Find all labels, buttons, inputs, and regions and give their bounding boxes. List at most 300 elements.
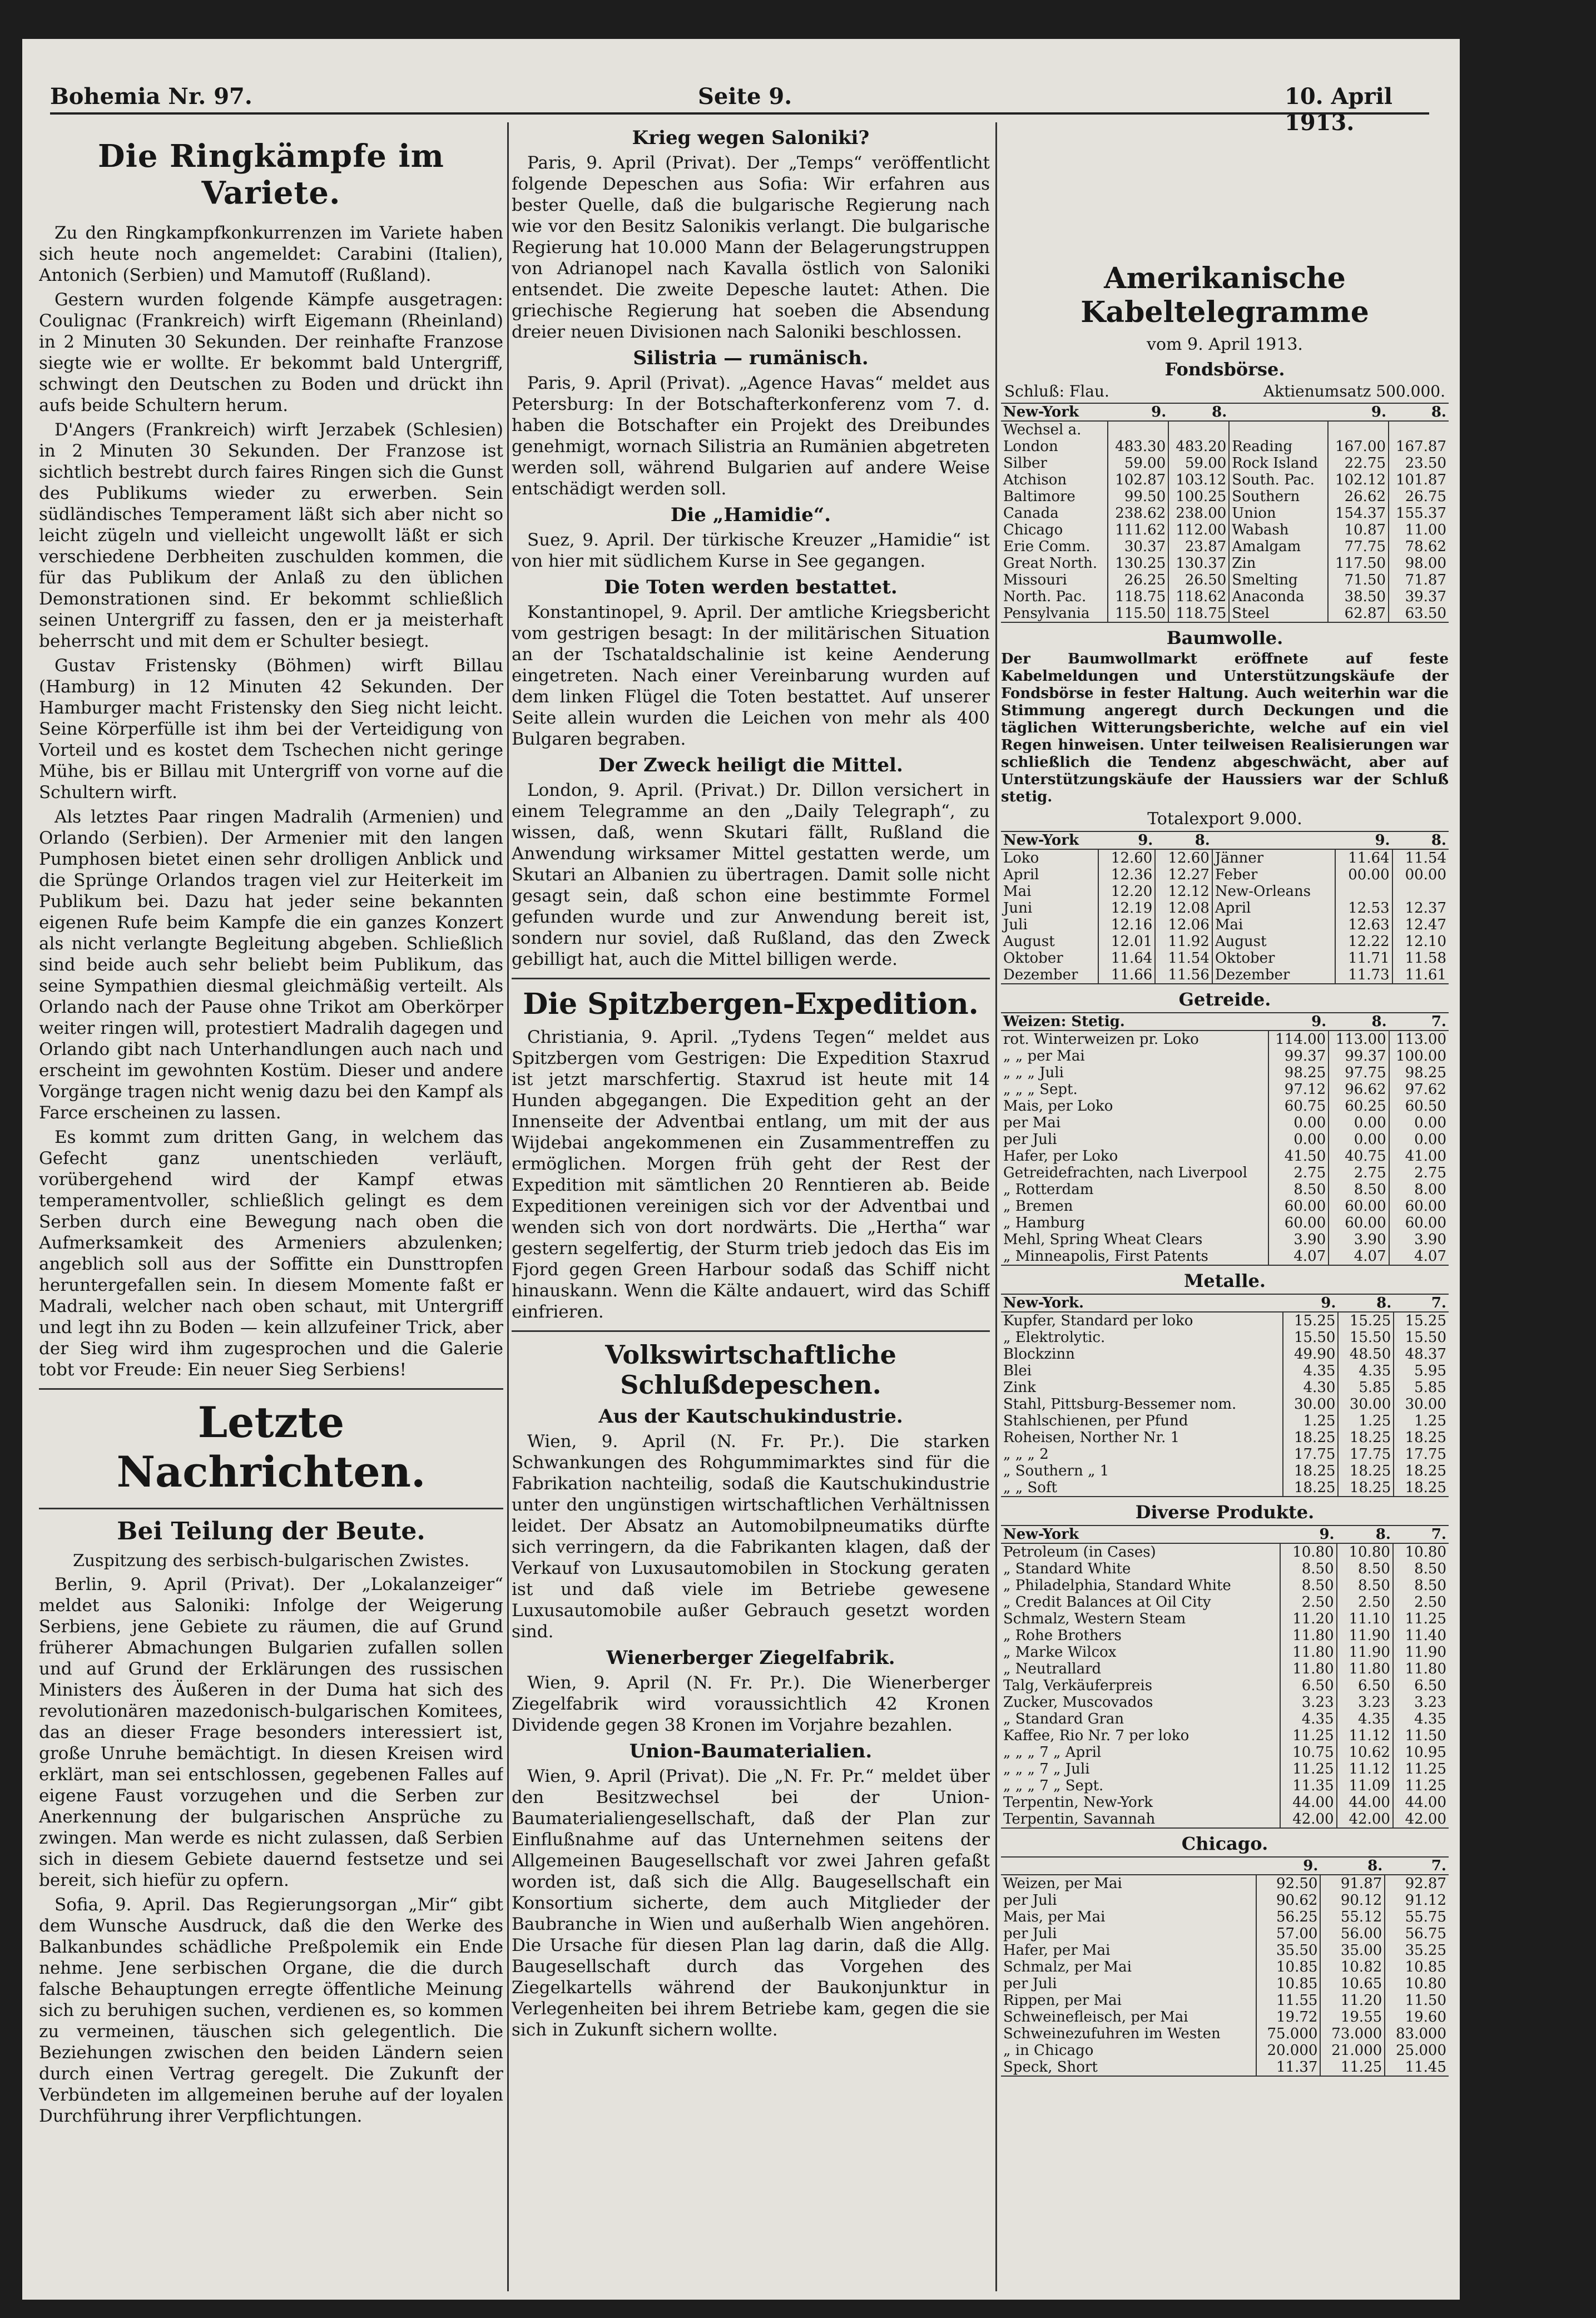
table-value-cell: 56.25 xyxy=(1256,1909,1321,1925)
table-value-cell: 483.20 xyxy=(1168,438,1229,455)
table-value-cell: 12.10 xyxy=(1392,933,1449,950)
table-label-cell: Mai xyxy=(1003,883,1032,900)
table-header-row xyxy=(1001,1857,1449,1875)
table-header-cell: 9. xyxy=(1256,1857,1321,1875)
table-row xyxy=(1001,883,1449,900)
table-value-cell: 49.90 xyxy=(1283,1346,1339,1363)
table-value-cell: 30.00 xyxy=(1338,1396,1394,1413)
table-label-cell: Talg, Verkäuferpreis xyxy=(1003,1677,1153,1694)
table-value-cell: 8.50 xyxy=(1329,1181,1389,1198)
table-value-cell: 238.62 xyxy=(1108,505,1168,522)
table-value-cell: 118.75 xyxy=(1108,588,1168,605)
table-row xyxy=(1001,1363,1449,1379)
table-row xyxy=(1001,2042,1449,2059)
baumwolle-text: Der Baumwollmarkt eröffnete auf feste Kabelmeldungen und Unterstützungskäufe der Fondsbörse in fester Haltung. Auch weiterhin war die Stimmung angeregt durch Deckungen und die täglichen Witterungsberichte, welche auf ein viel Regen hinweisen. Unter teilweisen Realisierungen war schließlich die Tendenz abgeschwächt, aber auf Unterstützungskäufe der Haussiers war der Schluß stetig. xyxy=(1001,651,1449,805)
table-value-cell: 12.08 xyxy=(1155,900,1212,917)
table-value-cell: 102.87 xyxy=(1108,472,1168,488)
table-row xyxy=(1001,1248,1449,1265)
table-value-cell: 11.25 xyxy=(1393,1777,1449,1794)
table-value-cell: 11.35 xyxy=(1280,1777,1336,1794)
table-value-cell: 19.55 xyxy=(1320,2009,1385,2025)
table-label-cell: Mai xyxy=(1212,917,1335,933)
table-value-cell: 15.50 xyxy=(1394,1329,1449,1346)
table-row xyxy=(1001,1677,1449,1694)
table-value-cell: 3.90 xyxy=(1329,1231,1389,1248)
table-label-cell: Terpentin, Savannah xyxy=(1003,1811,1156,1827)
table-row xyxy=(1001,1777,1449,1794)
table-label-cell: Stahl, Pittsburg-Bessemer nom. xyxy=(1003,1396,1237,1413)
table-row xyxy=(1001,1064,1449,1081)
table-value-cell: 1.25 xyxy=(1283,1413,1339,1429)
table-value-cell: 11.64 xyxy=(1098,950,1156,967)
volkswirt-title: Volkswirtschaftliche Schlußdepeschen. xyxy=(605,1340,896,1400)
teilung-title: Bei Teilung der Beute. xyxy=(117,1517,425,1546)
table-header-row xyxy=(1001,831,1449,849)
paragraph: Sofia, 9. April. Das Regierungsorgan „Mir“ gibt dem Wunsche Ausdruck, daß die den Werke des Balkanbundes schädliche Preßpolemik ein Ende nehme. Jene serbischen Organe, die die durch falsche Behauptungen erregte öffentliche Meinung sich zu beruhigen suchen, verdienen es, so kommen zu vermeinen, täuschen sich gelegentlich. Die Beziehungen zwischen den beiden Ländern seien durch einen Vertrag geregelt. Die Zukunft der Verbündeten im allgemeinen beruhe auf der loyalen Durchführung ihrer Verpflichtungen. xyxy=(39,1895,503,2126)
table-value-cell: 12.27 xyxy=(1155,866,1212,883)
table-value-cell: 92.87 xyxy=(1385,1875,1449,1892)
metalle-table xyxy=(1001,1294,1449,1497)
table-value-cell: 30.00 xyxy=(1283,1396,1339,1413)
table-label-cell: Union xyxy=(1229,505,1328,522)
table-value-cell: 15.50 xyxy=(1338,1329,1394,1346)
table-value-cell: 11.25 xyxy=(1320,2059,1385,2076)
table-header-cell: New-York xyxy=(1001,403,1108,421)
table-header-cell: 9. xyxy=(1283,1294,1339,1312)
table-value-cell: 26.25 xyxy=(1108,572,1168,588)
table-value-cell: 55.12 xyxy=(1320,1909,1385,1925)
table-value-cell: 60.00 xyxy=(1268,1198,1329,1215)
table-label-cell: North. Pac. xyxy=(1003,588,1087,605)
table-row xyxy=(1001,1711,1449,1727)
table-value-cell: 11.37 xyxy=(1256,2059,1321,2076)
table-value-cell: 11.20 xyxy=(1280,1611,1336,1627)
table-value-cell: 10.95 xyxy=(1393,1744,1449,1761)
table-label-cell: Smelting xyxy=(1229,572,1328,588)
table-value-cell: 12.12 xyxy=(1155,883,1212,900)
table-row xyxy=(1001,1181,1449,1198)
table-value-cell: 21.000 xyxy=(1320,2042,1385,2059)
table-value-cell: 11.55 xyxy=(1256,1992,1321,2009)
table-value-cell: 35.50 xyxy=(1256,1942,1321,1959)
table-row xyxy=(1001,1413,1449,1429)
table-value-cell: 97.62 xyxy=(1389,1081,1449,1098)
table-label-cell: „ „ „ 2 xyxy=(1003,1446,1049,1463)
table-row xyxy=(1001,933,1449,950)
table-value-cell: 11.25 xyxy=(1393,1611,1449,1627)
table-row xyxy=(1001,1131,1449,1148)
table-value-cell: 39.37 xyxy=(1389,588,1449,605)
table-row xyxy=(1001,1329,1449,1346)
table-row xyxy=(1001,1312,1449,1329)
table-value-cell: 15.25 xyxy=(1338,1312,1394,1329)
table-header-cell: 9. xyxy=(1335,831,1392,849)
table-label-cell: Missouri xyxy=(1003,572,1067,588)
amerika-title: Amerikanische Kabeltelegramme xyxy=(1080,261,1369,329)
table-value-cell: 99.37 xyxy=(1329,1048,1389,1064)
table-label-cell: „ „ „ 7 „ Juli xyxy=(1003,1761,1090,1777)
table-value-cell: 92.50 xyxy=(1256,1875,1321,1892)
table-value-cell: 18.25 xyxy=(1338,1479,1394,1497)
table-value-cell: 26.50 xyxy=(1168,572,1229,588)
table-label-cell: Rock Island xyxy=(1229,455,1328,472)
table-row xyxy=(1001,1198,1449,1215)
table-label-cell: Steel xyxy=(1229,605,1328,622)
table-row xyxy=(1001,1396,1449,1413)
table-value-cell: 4.35 xyxy=(1338,1363,1394,1379)
table-value-cell: 11.09 xyxy=(1337,1777,1393,1794)
table-row xyxy=(1001,1611,1449,1627)
table-label-cell: London xyxy=(1003,438,1058,455)
table-value-cell: 2.50 xyxy=(1280,1594,1336,1611)
table-label-cell: rot. Winterweizen pr. Loko xyxy=(1003,1031,1199,1048)
table-value-cell: 130.37 xyxy=(1168,555,1229,572)
table-row xyxy=(1001,2025,1449,2042)
table-value-cell: 41.50 xyxy=(1268,1148,1329,1165)
table-row xyxy=(1001,1892,1449,1909)
table-label-cell: Juli xyxy=(1003,917,1028,933)
table-label-cell: „ Standard White xyxy=(1003,1561,1131,1577)
table-value-cell: 111.62 xyxy=(1108,522,1168,538)
table-header-row xyxy=(1001,1013,1449,1031)
silistria-title: Silistria — rumänisch. xyxy=(633,347,869,369)
table-value-cell: 483.30 xyxy=(1108,438,1168,455)
table-value-cell: 26.62 xyxy=(1328,488,1389,505)
table-value-cell: 10.85 xyxy=(1256,1959,1321,1975)
ringkampf-title: Die Ringkämpfe im Variete. xyxy=(98,138,444,211)
fonds-meta xyxy=(1004,382,1445,400)
table-label-cell: Weizen, per Mai xyxy=(1003,1875,1122,1892)
table-value-cell: 60.00 xyxy=(1268,1215,1329,1231)
table-value-cell: 12.01 xyxy=(1098,933,1156,950)
table-label-cell xyxy=(1229,421,1328,438)
table-label-cell: „ Philadelphia, Standard White xyxy=(1003,1577,1231,1594)
table-value-cell: 10.85 xyxy=(1256,1975,1321,1992)
table-value-cell: 11.00 xyxy=(1389,522,1449,538)
header-right: 10. April 1913. xyxy=(1285,83,1392,136)
table-value-cell: 11.20 xyxy=(1320,1992,1385,2009)
table-value-cell: 11.80 xyxy=(1280,1627,1336,1644)
teilung-body xyxy=(39,1574,503,2127)
table-value-cell: 2.50 xyxy=(1393,1594,1449,1611)
table-value-cell: 11.80 xyxy=(1280,1661,1336,1677)
table-row xyxy=(1001,605,1449,622)
table-label-cell: Atchison xyxy=(1003,472,1067,488)
table-value-cell: 0.00 xyxy=(1329,1115,1389,1131)
table-header-cell: 9. xyxy=(1108,403,1168,421)
table-label-cell: Roheisen, Norther Nr. 1 xyxy=(1003,1429,1180,1446)
table-value-cell: 10.80 xyxy=(1337,1543,1393,1561)
paragraph: Zu den Ringkampfkonkurrenzen im Variete haben sich heute noch angemeldet: Carabini (Italien), Antonich (Serbien) und Mamutoff (Rußland). xyxy=(39,223,503,285)
table-value-cell: 56.00 xyxy=(1320,1925,1385,1942)
table-label-cell: August xyxy=(1212,933,1335,950)
table-value-cell: 8.50 xyxy=(1393,1577,1449,1594)
table-label-cell: Dezember xyxy=(1212,967,1335,984)
table-value-cell: 11.12 xyxy=(1337,1727,1393,1744)
divider xyxy=(39,1388,503,1390)
table-value-cell: 60.00 xyxy=(1329,1215,1389,1231)
table-value-cell: 167.87 xyxy=(1389,438,1449,455)
table-row xyxy=(1001,950,1449,967)
table-value-cell: 12.19 xyxy=(1098,900,1156,917)
table-header-cell xyxy=(1001,1857,1256,1875)
table-value-cell: 12.60 xyxy=(1098,849,1156,866)
table-row xyxy=(1001,1165,1449,1181)
table-value-cell: 17.75 xyxy=(1394,1446,1449,1463)
table-header-cell: 8. xyxy=(1392,831,1449,849)
table-value-cell: 30.37 xyxy=(1108,538,1168,555)
table-value-cell: 96.62 xyxy=(1329,1081,1389,1098)
table-value-cell: 8.50 xyxy=(1280,1561,1336,1577)
table-label-cell: „ Minneapolis, First Patents xyxy=(1003,1248,1208,1265)
table-label-cell: „ Rohe Brothers xyxy=(1003,1627,1122,1644)
table-value-cell: 25.000 xyxy=(1385,2042,1449,2059)
table-value-cell: 114.00 xyxy=(1268,1031,1329,1048)
table-label-cell: April xyxy=(1003,866,1039,883)
table-value-cell: 4.35 xyxy=(1337,1711,1393,1727)
zweck-title: Der Zweck heiligt die Mittel. xyxy=(598,754,903,776)
table-value-cell: 8.50 xyxy=(1268,1181,1329,1198)
silistria-text: Paris, 9. April (Privat). „Agence Havas“ meldet aus Petersburg: In der Botschafterkonferenz vom 7. d. haben die Botschafter ein Projekt des Dreibundes genehmigt, wornach Silistria an Rumänien abgetreten werden soll, während Bulgarien auf andere Weise entschädigt werden soll. xyxy=(512,373,990,499)
table-value-cell: 167.00 xyxy=(1328,438,1389,455)
table-value-cell: 11.56 xyxy=(1155,967,1212,984)
table-label-cell: April xyxy=(1212,900,1335,917)
table-row xyxy=(1001,1594,1449,1611)
table-value-cell: 11.50 xyxy=(1393,1727,1449,1744)
table-row xyxy=(1001,1875,1449,1892)
table-value-cell: 18.25 xyxy=(1394,1479,1449,1497)
table-header-cell: 8. xyxy=(1320,1857,1385,1875)
table-value-cell: 155.37 xyxy=(1389,505,1449,522)
table-header-row xyxy=(1001,1525,1449,1543)
table-label-cell: „ Rotterdam xyxy=(1003,1181,1094,1198)
table-value-cell: 5.85 xyxy=(1338,1379,1394,1396)
table-value-cell: 15.25 xyxy=(1394,1312,1449,1329)
table-value-cell: 12.53 xyxy=(1335,900,1392,917)
table-header-cell: 9. xyxy=(1280,1525,1336,1543)
table-header-cell: 8. xyxy=(1337,1525,1393,1543)
table-label-cell: „ Hamburg xyxy=(1003,1215,1086,1231)
table-value-cell: 11.80 xyxy=(1280,1644,1336,1661)
table-value-cell: 6.50 xyxy=(1393,1677,1449,1694)
table-value-cell: 118.75 xyxy=(1168,605,1229,622)
table-value-cell: 100.25 xyxy=(1168,488,1229,505)
table-row xyxy=(1001,1909,1449,1925)
table-label-cell: Wechsel a. xyxy=(1003,422,1082,438)
table-value-cell: 18.25 xyxy=(1283,1463,1339,1479)
table-value-cell: 10.85 xyxy=(1385,1959,1449,1975)
table-value-cell: 17.75 xyxy=(1338,1446,1394,1463)
table-value-cell: 30.00 xyxy=(1394,1396,1449,1413)
table-value-cell: 48.50 xyxy=(1338,1346,1394,1363)
table-label-cell: Oktober xyxy=(1212,950,1335,967)
table-value-cell: 42.00 xyxy=(1337,1811,1393,1828)
union-text: Wien, 9. April (Privat). Die „N. Fr. Pr.“ meldet über den Besitzwechsel bei der Union-Baumaterialiengesellschaft, daß der Plan zur Einflußnahme auf das Unternehmen seitens der Allgemeinen Baugesellschaft vor zwei Jahren gefaßt worden ist, daß sich die Allg. Baugesellschaft ein Konsortium sicherte, dem auch Mitglieder der Baubranche in Wien und außerhalb Wien angehören. Die Ursache für diesen Plan lag darin, daß die Allg. Baugesellschaft durch das Vorgehen des Ziegelkartells während der Baukonjunktur in Verlegenheiten bei ihrem Betriebe kam, gegen die sie sich in Zukunft sichern wollte. xyxy=(512,1766,990,2040)
fonds-umsatz: Aktienumsatz 500.000. xyxy=(1263,382,1445,400)
table-value-cell: 103.12 xyxy=(1168,472,1229,488)
column-rule-1 xyxy=(507,122,509,2291)
table-value-cell: 18.25 xyxy=(1283,1479,1339,1497)
divider xyxy=(512,978,990,979)
table-value-cell: 60.00 xyxy=(1389,1198,1449,1215)
table-row xyxy=(1001,1463,1449,1479)
table-row xyxy=(1001,1627,1449,1644)
table-header-cell: 7. xyxy=(1393,1525,1449,1543)
table-label-cell: „ Standard Gran xyxy=(1003,1711,1124,1727)
table-value-cell: 19.60 xyxy=(1385,2009,1449,2025)
table-value-cell: 11.10 xyxy=(1337,1611,1393,1627)
table-label-cell: Mehl, Spring Wheat Clears xyxy=(1003,1231,1203,1248)
krieg-title: Krieg wegen Saloniki? xyxy=(632,127,870,149)
table-row xyxy=(1001,1811,1449,1828)
column-rule-2 xyxy=(995,122,997,2291)
chicago-title: Chicago. xyxy=(1181,1833,1268,1854)
table-value-cell: 3.90 xyxy=(1268,1231,1329,1248)
table-value-cell: 12.20 xyxy=(1098,883,1156,900)
table-value-cell: 11.80 xyxy=(1337,1661,1393,1677)
table-value-cell xyxy=(1168,421,1229,438)
table-row xyxy=(1001,505,1449,522)
table-header-cell: 8. xyxy=(1168,403,1229,421)
table-value-cell: 6.50 xyxy=(1280,1677,1336,1694)
table-label-cell: Kupfer, Standard per loko xyxy=(1003,1312,1193,1329)
table-value-cell xyxy=(1328,421,1389,438)
table-row xyxy=(1001,1744,1449,1761)
table-header-cell: 7. xyxy=(1389,1013,1449,1031)
table-value-cell: 102.12 xyxy=(1328,472,1389,488)
table-row xyxy=(1001,849,1449,866)
table-value-cell: 6.50 xyxy=(1337,1677,1393,1694)
table-value-cell: 59.00 xyxy=(1168,455,1229,472)
table-value-cell: 98.25 xyxy=(1389,1064,1449,1081)
table-row xyxy=(1001,1644,1449,1661)
table-row xyxy=(1001,1346,1449,1363)
table-row xyxy=(1001,1429,1449,1446)
divider xyxy=(39,1508,503,1509)
table-value-cell: 35.00 xyxy=(1320,1942,1385,1959)
table-value-cell: 1.25 xyxy=(1338,1413,1394,1429)
table-value-cell: 11.92 xyxy=(1155,933,1212,950)
table-value-cell: 73.000 xyxy=(1320,2025,1385,2042)
table-value-cell: 91.87 xyxy=(1320,1875,1385,1892)
table-row xyxy=(1001,1975,1449,1992)
table-value-cell: 113.00 xyxy=(1329,1031,1389,1048)
table-label-cell: per Juli xyxy=(1003,1131,1057,1148)
table-label-cell: „ Southern „ 1 xyxy=(1003,1463,1109,1479)
table-value-cell: 0.00 xyxy=(1389,1131,1449,1148)
table-header-cell: 9. xyxy=(1268,1013,1329,1031)
fonds-table xyxy=(1001,403,1449,623)
table-label-cell: „ „ Soft xyxy=(1003,1479,1058,1496)
table-value-cell: 3.23 xyxy=(1280,1694,1336,1711)
table-value-cell: 3.23 xyxy=(1337,1694,1393,1711)
table-label-cell: „ „ „ Juli xyxy=(1003,1064,1064,1081)
table-value-cell: 154.37 xyxy=(1328,505,1389,522)
table-row xyxy=(1001,522,1449,538)
table-label-cell: Dezember xyxy=(1003,967,1078,983)
table-value-cell: 10.80 xyxy=(1280,1543,1336,1561)
table-label-cell: Loko xyxy=(1003,850,1039,866)
table-label-cell: „ „ „ Sept. xyxy=(1003,1081,1078,1098)
table-value-cell: 18.25 xyxy=(1283,1429,1339,1446)
table-label-cell: Erie Comm. xyxy=(1003,538,1091,555)
table-label-cell: Wabash xyxy=(1229,522,1328,538)
toten-text: Konstantinopel, 9. April. Der amtliche Kriegsbericht vom gestrigen besagt: In der militärischen Situation an der Tschataldschalinie ist keine Aenderung eingetreten. Nach einer Vereinbarung wurden auf dem linken Flügel die Toten bestattet. Auf unserer Seite allein wurden die Leichen von mehr als 400 Bulgaren begraben. xyxy=(512,602,990,749)
table-row xyxy=(1001,538,1449,555)
column-1 xyxy=(39,122,503,2286)
table-value-cell: 44.00 xyxy=(1337,1794,1393,1811)
table-value-cell: 90.12 xyxy=(1320,1892,1385,1909)
table-value-cell: 5.85 xyxy=(1394,1379,1449,1396)
table-header-cell: New-York xyxy=(1001,831,1098,849)
table-value-cell: 4.35 xyxy=(1280,1711,1336,1727)
table-value-cell: 00.00 xyxy=(1335,866,1392,883)
paragraph: Gustav Fristensky (Böhmen) wirft Billau (Hamburg) in 12 Minuten 42 Sekunden. Der Hamburger macht Fristensky den Sieg nicht leicht. Seine Körperfülle ist ihm bei der Verteidigung von Vorteil und es kostet dem Tschechen nicht geringe Mühe, bis er Billau mit Untergriff von vorne auf die Schultern wirft. xyxy=(39,656,503,803)
table-value-cell: 12.16 xyxy=(1098,917,1156,933)
table-header-cell: New-York xyxy=(1001,1525,1280,1543)
table-row xyxy=(1001,588,1449,605)
table-header-cell: 8. xyxy=(1389,403,1449,421)
paragraph: Als letztes Paar ringen Madralih (Armenien) und Orlando (Serbien). Der Armenier mit den langen Pumphosen bietet einen sehr drolligen Anblick und die Sprünge Orlandos tragen viel zur Heiterkeit im Publikum bei. Dazu hat jeder seine bekannten eigenen Rufe beim Kampfe die ein ganzes Konzert als nicht verlangte Begleitung abgeben. Schließlich sind beide auch sehr beliebt beim Publikum, das seine Sympathien diesmal gleichmäßig verteilt. Als Orlando nach der Pause ohne Trikot am Oberkörper weiter ringen will, protestiert Madralih dagegen und Orlando gibt nach Unterhandlungen auch nach und erscheint im gewohnten Kostüm. Dieser und andere Vorgänge tragen nicht wenig dazu bei den Kampf als Farce erscheinen zu lassen. xyxy=(39,807,503,1123)
table-header-cell xyxy=(1212,831,1335,849)
table-value-cell: 12.63 xyxy=(1335,917,1392,933)
header-center: Seite 9. xyxy=(698,83,792,110)
table-label-cell: Southern xyxy=(1229,488,1328,505)
table-value-cell: 42.00 xyxy=(1393,1811,1449,1828)
baumwolle-title: Baumwolle. xyxy=(1166,627,1283,648)
table-value-cell: 18.25 xyxy=(1338,1429,1394,1446)
table-value-cell: 59.00 xyxy=(1108,455,1168,472)
table-label-cell: „ Bremen xyxy=(1003,1198,1073,1215)
table-value-cell: 4.07 xyxy=(1389,1248,1449,1265)
table-row xyxy=(1001,1543,1449,1561)
table-label-cell: Feber xyxy=(1212,866,1335,883)
table-value-cell: 4.07 xyxy=(1329,1248,1389,1265)
table-value-cell: 238.00 xyxy=(1168,505,1229,522)
kautschuk-text: Wien, 9. April (N. Fr. Pr.). Die starken Schwankungen des Rohgummimarktes sind für die Fabrikation nachteilig, sodaß die Kautschukindustrie unter den ungünstigen wirtschaftlichen Verhältnissen leidet. Der Absatz an Automobilpneumatiks dürfte sich verringern, da die Fabrikanten klagen, daß der Verkauf von Luxusautomobilen in Stockung geraten ist und daß viele im Betriebe gewesene Luxusautomobile außer Gebrauch gesetzt worden sind. xyxy=(512,1432,990,1642)
table-value-cell: 4.07 xyxy=(1268,1248,1329,1265)
table-header-cell: 7. xyxy=(1385,1857,1449,1875)
table-value-cell: 18.25 xyxy=(1394,1429,1449,1446)
fonds-title: Fondsbörse. xyxy=(1164,359,1285,380)
table-value-cell: 71.50 xyxy=(1328,572,1389,588)
table-value-cell: 10.87 xyxy=(1328,522,1389,538)
table-label-cell: „ in Chicago xyxy=(1003,2042,1094,2059)
table-value-cell: 12.22 xyxy=(1335,933,1392,950)
table-row xyxy=(1001,2059,1449,2076)
table-row xyxy=(1001,1081,1449,1098)
table-value-cell: 11.58 xyxy=(1392,950,1449,967)
table-value-cell: 42.00 xyxy=(1280,1811,1336,1828)
amerika-date: vom 9. April 1913. xyxy=(1147,335,1303,354)
table-header-cell: 8. xyxy=(1155,831,1212,849)
table-value-cell: 23.87 xyxy=(1168,538,1229,555)
table-value-cell: 10.62 xyxy=(1337,1744,1393,1761)
table-row xyxy=(1001,1925,1449,1942)
ringkampf-body xyxy=(39,222,503,1380)
table-value-cell: 11.12 xyxy=(1337,1761,1393,1777)
table-value-cell: 44.00 xyxy=(1280,1794,1336,1811)
table-row xyxy=(1001,1561,1449,1577)
table-label-cell: Amalgam xyxy=(1229,538,1328,555)
table-value-cell: 62.87 xyxy=(1328,605,1389,622)
table-value-cell: 10.65 xyxy=(1320,1975,1385,1992)
table-value-cell: 60.25 xyxy=(1329,1098,1389,1115)
table-header-cell: Weizen: Stetig. xyxy=(1001,1013,1268,1031)
table-value-cell: 11.90 xyxy=(1337,1644,1393,1661)
table-value-cell: 2.75 xyxy=(1329,1165,1389,1181)
table-value-cell: 10.80 xyxy=(1385,1975,1449,1992)
